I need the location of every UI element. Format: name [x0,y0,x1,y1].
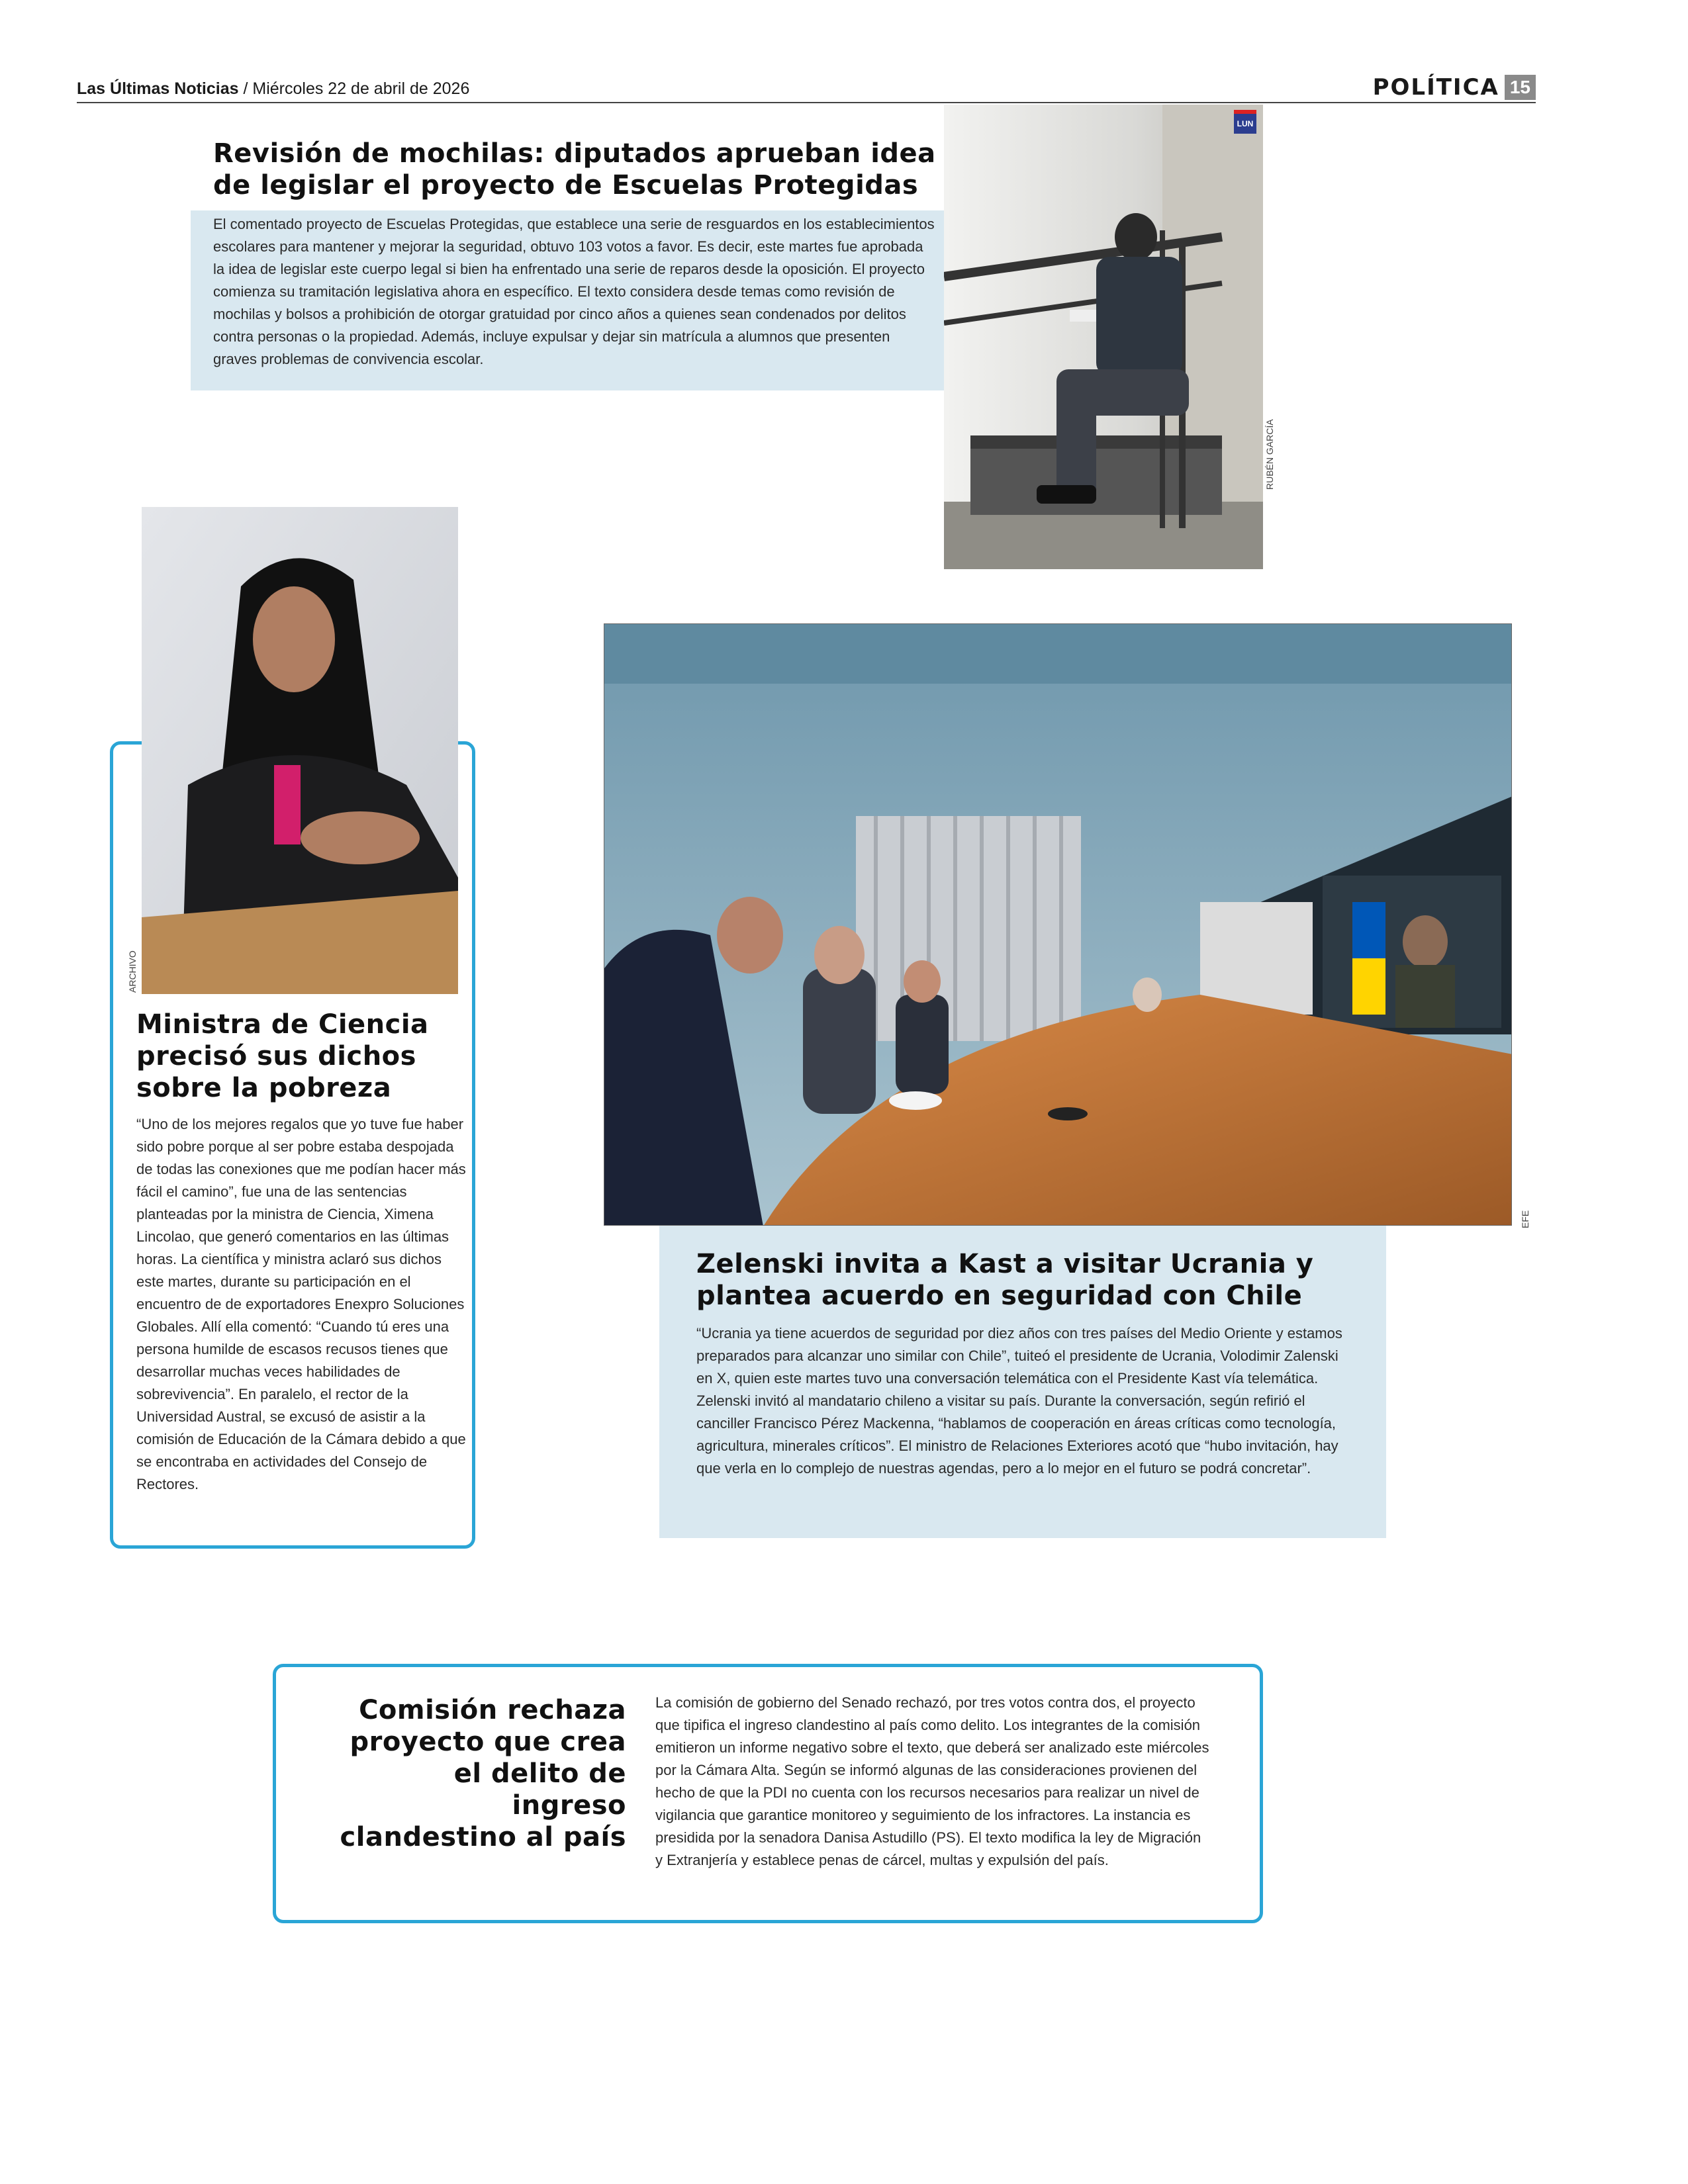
minister-photo-credit: ARCHIVO [127,950,138,993]
story-ministra-body: “Uno de los mejores regalos que yo tuve fue haber sido pobre porque al ser pobre estaba despojada de todas las conexiones que me podían hacer más fácil el camino”, fue una de las sentencias planteadas por la ministra de Ciencia, Ximena Lincolao, que generó comentarios en las últimas horas. La científica y ministra aclaró sus dichos este martes, durante su participación en el encuentro de de exportadores Enexpro Soluciones Globales. Allí ella comentó: “Cuando tú eres una persona humilde de escasos recusos tienes que desarrollar muchas veces habilidades de sobrevivencia”. En paralelo, el rector de la Universidad Austral, se excusó de asistir a la comisión de Educación de la Cámara debido a que se encontraba en actividades del Consejo de Rectores. [136,1116,466,1492]
story-zelenski-headline: Zelenski invita a Kast a visitar Ucrania y plantea acuerdo en seguridad con Chile [696,1249,1314,1311]
section-header [1373,74,1536,101]
student-photo-credit: RUBÉN GARCÍA [1264,419,1275,490]
issue-date: / Miércoles 22 de abril de 2026 [243,79,470,98]
lun-badge: LUN [1234,110,1256,134]
story-comision-body: La comisión de gobierno del Senado rechazó, por tres votos contra dos, el proyecto que tipifica el ingreso clandestino al país como delito. Los integrantes de la comisión emitieron un informe negativo sobre el texto, que deberá ser analizado este miércoles por la Cámara Alta. Según se informó algunas de las consideraciones provienen del hecho de que la PDI no cuenta con los recursos necesarios para realizar un nivel de vigilancia que garantice monitoreo y seguimiento de los infractores. La instancia es presidida por la senadora Danisa Astudillo (PS). El texto modifica la ley de Migración y Extranjería y establece penas de cárcel, multas y expulsión del país. [655,1694,1209,1868]
story-zelenski-body: “Ucrania ya tiene acuerdos de seguridad por diez años con tres países del Medio Oriente y estamos preparados para alcanzar uno similar con Chile”, tuiteó el presidente de Ucrania, Volodimir Zalenski en X, quien este martes tuvo una conversación telemática con el Presidente Kast vía telemática. Zelenski invitó al mandatario chileno a visitar su país. Durante la conversación, según refirió el canciller Francisco Pérez Mackenna, “hablamos de cooperación en áreas críticas como tecnología, agricultura, minerales críticos”. El ministro de Relaciones Exteriores acotó que “hubo invitación, hay que verla en lo complejo de nuestras agendas, pero a lo mejor en el futuro se podrá concretar”. [696,1325,1342,1477]
video-call-photo-credit: EFE [1520,1210,1530,1228]
student-photo [944,105,1263,569]
header-rule [77,102,1536,103]
story-mochilas-body: El comentado proyecto de Escuelas Protegidas, que establece una serie de resguardos en los establecimientos escolares para mantener y mejorar la seguridad, obtuvo 103 votos a favor. Es decir, este martes fue aprobada la idea de legislar este cuerpo legal si bien ha enfrentado una serie de reparos desde la oposición. El proyecto comienza su tramitación legislativa ahora en específico. El texto considera desde temas como revisión de mochilas y bolsos a prohibición de otorgar gratuidad por cinco años a quienes sean condenados por delitos contra personas o la propiedad. Además, incluye expulsar y dejar sin matrícula a alumnos que presenten graves problemas de convivencia escolar. [213,216,935,367]
publication-name: Las Últimas Noticias [77,79,239,98]
publication-header [77,79,469,99]
video-call-photo [604,623,1512,1226]
page-number: 15 [1505,75,1536,100]
story-ministra-headline: Ministra de Ciencia precisó sus dichos sobre la pobreza [136,1009,429,1103]
minister-photo [142,507,458,994]
story-mochilas-headline: Revisión de mochilas: diputados aprueban idea de legislar el proyecto de Escuelas Protegidas [213,138,936,201]
section-name: POLÍTICA [1372,74,1499,101]
story-comision-headline: Comisión rechaza proyecto que crea el delito de ingreso clandestino al país [340,1695,626,1852]
